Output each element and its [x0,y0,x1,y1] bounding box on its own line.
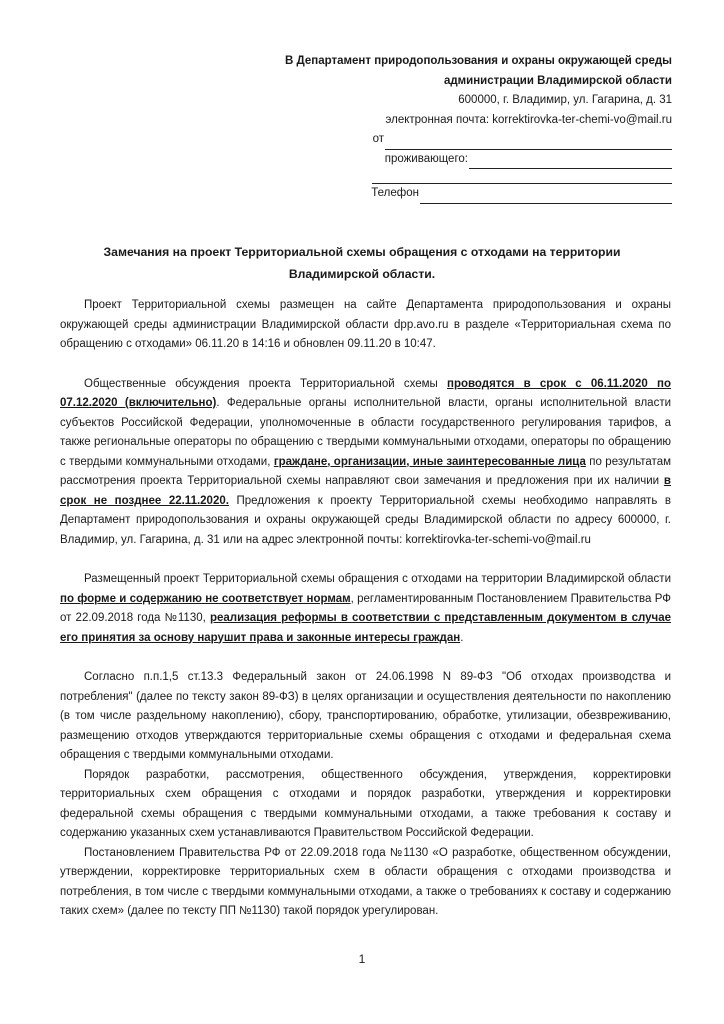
p2-text-e: по результатам рассмотрения проекта Территориальной схемы направляют свои замечания и предложения при их наличии [60,455,672,487]
paragraph-2 [60,375,671,551]
paragraph-1: Проект Территориальной схемы размещен на сайте Департамента природопользования и охраны окружающей среды администрации Владимирской области dpp.avo.ru в разделе «Территориальная схема по обращению с отходами» 06.11.20 в 14:16 и обновлен 09.11.20 в 10:47. [60,299,671,350]
residing-field [212,150,672,170]
p3-nonconformity: по форме и содержанию не соответствует нормам [60,592,351,605]
from-field [212,130,672,150]
phone-label: Телефон [371,187,419,199]
residing-label: проживающего: [384,152,468,165]
extra-blank-line [372,169,672,184]
p2-text-g: Предложения к проекту Территориальной схемы необходимо направлять в Департамент природопользования и охраны окружающей среды Владимирской области по адресу 600000, г. Владимир, ул. Гагарина, д. 31 или на адрес электронной почты: korrektirovka-ter-schemi-vo@mail.ru [60,494,671,546]
paragraph-3 [60,570,671,648]
title-line-2: Владимирской области. [288,267,436,281]
addressee-line-2: администрации Владимирской области [443,74,672,87]
title-line-1: Замечания на проект Территориальной схемы обращения с отходами на территории [103,245,621,259]
document-body [60,296,671,922]
p2-text-c: . Федеральные органы исполнительной власти, органы исполнительной власти субъектов Российской Федерации, уполномоченные в области государственного регулирования тарифов, а также региональные операторы по обращению с твердыми коммунальными отходами, операторы по обращению с твердыми коммунальными отходами, [60,397,672,468]
p2-text-a: Общественные обсуждения проекта Территориальной схемы [84,377,448,390]
from-blank-line [385,135,672,150]
addressee-block [212,52,672,204]
p3-rights-violation: реализация реформы в соответствии с представленным документом в случае его принятия за основу нарушит права и законные интересы граждан [60,612,671,644]
p2-deadline-period: проводятся в срок с 06.11.2020 по 07.12.2020 (включительно) [60,377,672,409]
phone-field [212,184,672,204]
residing-blank-line [469,154,672,169]
page-number: 1 [358,952,366,966]
document-title [60,241,664,285]
p2-deadline-date: в срок не позднее 22.11.2020. [60,475,671,507]
addressee-line-1: В Департамент природопользования и охраны окружающей среды [285,55,672,67]
p2-interested-parties: граждане, организации, иные заинтересованные лица [273,455,586,468]
paragraph-6: Постановлением Правительства РФ от 22.09.2018 года №1130 «О разработке, общественном обсуждении, утверждении, корректировке территориальных схем в области обращения с отходами производства и потребления, в том числе с твердыми коммунальными отходами, а также о требованиях к составу и содержанию таких схем» (далее по тексту ПП №1130) такой порядок урегулирован. [60,846,671,917]
paragraph-5: Порядок разработки, рассмотрения, общественного обсуждения, утверждения, корректировки территориальных схем обращения с отходами и порядок разработки, утверждения и корректировки федеральной схемы обращения с твердыми коммунальными отходами, а также требования к составу и содержанию указанных схем устанавливаются Правительством Российской Федерации. [60,768,671,839]
extra-field [212,169,672,184]
phone-blank-line [420,189,672,204]
p3-text-a: Размещенный проект Территориальной схемы обращения с отходами на территории Владимирской области [84,573,671,585]
p3-text-e: . [460,631,464,644]
addressee-address: 600000, г. Владимир, ул. Гагарина, д. 31 [458,94,672,106]
paragraph-4: Согласно п.п.1,5 ст.13.3 Федеральный закон от 24.06.1998 N 89-ФЗ "Об отходах производства и потребления" (далее по тексту закон 89-ФЗ) в целях организации и осуществления деятельности по накоплению (в том числе раздельному накоплению), сбору, транспортированию, обработке, утилизации, обезвреживанию, размещению отходов утверждаются территориальные схемы обращения с отходами и федеральная схема обращения с твердыми коммунальными отходами. [60,671,671,761]
p3-text-c: , регламентированным Постановлением Правительства РФ от 22.09.2018 года №1130, [60,592,671,624]
from-label: от [372,133,384,145]
addressee-email: электронная почта: korrektirovka-ter-chemi-vo@mail.ru [385,113,672,126]
